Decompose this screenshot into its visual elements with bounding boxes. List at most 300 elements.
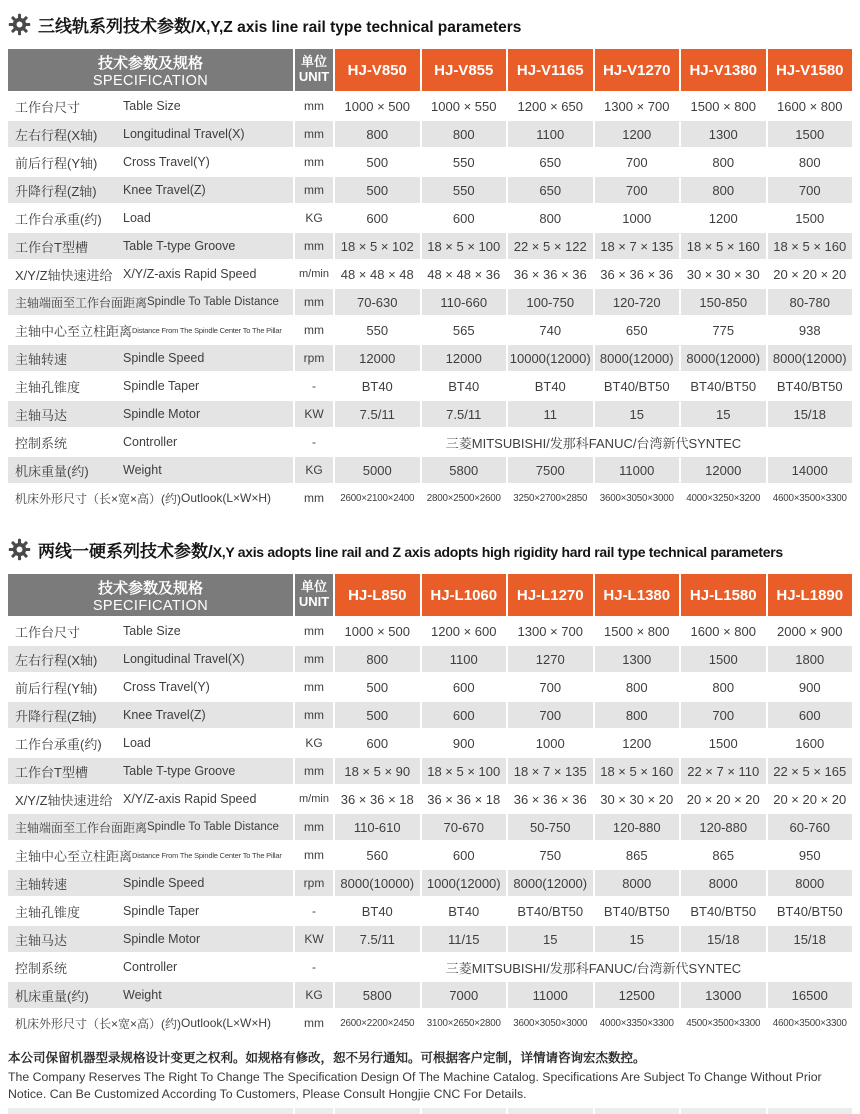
unit-cell: mm [295,758,333,784]
row-label-cell [8,814,293,840]
value-cell: 11 [508,401,593,427]
row-label-cn: 主轴中心至立柱距离 [15,323,133,339]
row-label-cn: 工作台T型槽 [15,239,88,255]
value-cell: 800 [335,646,420,672]
model-header: HJ-V1270 [595,49,680,91]
row-label-cell [8,758,293,784]
row-label-cell [8,177,293,203]
row-label-cell [8,373,293,399]
value-cell: 8000(12000) [768,345,853,371]
row-label-cn: 工作台T型槽 [15,764,88,780]
value-cell: 800 [768,149,853,175]
value-cell: BT40/BT50 [508,898,593,924]
value-cell: BT40 [335,898,420,924]
value-cell: 1500 [681,730,766,756]
value-cell: 100-750 [508,289,593,315]
unit-cell: rpm [295,345,333,371]
value-cell: 600 [422,205,507,231]
cropped-cell [595,1108,680,1114]
value-cell: BT40/BT50 [595,898,680,924]
value-cell: 110-610 [335,814,420,840]
row-label-en: Spindle Taper [123,379,200,393]
value-cell: 22 × 5 × 122 [508,233,593,259]
unit-cell: KG [295,730,333,756]
row-label-cn: 机床重量(约) [15,988,89,1004]
row-label-cell [8,317,293,343]
row-label-cn: 主轴转速 [15,876,68,892]
spec-table-v-series [8,49,852,511]
value-cell: 800 [595,702,680,728]
row-label-cn: 主轴孔锥度 [15,379,81,395]
row-label-en: Outlook(L×W×H) [181,491,272,505]
unit-cell: mm [295,674,333,700]
value-cell: 8000 [768,870,853,896]
value-cell: 700 [768,177,853,203]
row-label-cn: 机床重量(约) [15,463,89,479]
value-cell: 8000(12000) [681,345,766,371]
row-label-cell [8,954,293,980]
value-cell: 11000 [508,982,593,1008]
value-cell: 30 × 30 × 30 [681,261,766,287]
row-label-cn: 主轴马达 [15,407,68,423]
unit-cell: mm [295,842,333,868]
value-cell: 550 [422,177,507,203]
value-cell: 950 [768,842,853,868]
value-cell: 1800 [768,646,853,672]
value-cell: 80-780 [768,289,853,315]
row-label-cell [8,121,293,147]
row-label-cell [8,674,293,700]
cropped-cell [422,1108,507,1114]
value-cell: 650 [508,177,593,203]
unit-cell: mm [295,93,333,119]
value-cell: 110-660 [422,289,507,315]
value-cell: 4600×3500×3300 [768,1010,853,1036]
value-cell: 18 × 5 × 160 [595,758,680,784]
value-cell: BT40/BT50 [768,898,853,924]
value-cell: 1000 × 500 [335,618,420,644]
unit-cell: mm [295,177,333,203]
value-cell: 8000 [595,870,680,896]
value-cell: 800 [681,149,766,175]
value-cell: 20 × 20 × 20 [768,786,853,812]
value-cell: 12000 [681,457,766,483]
row-label-en: Controller [123,435,178,449]
row-label-cn: 控制系统 [15,960,68,976]
row-label-en: Table T-type Groove [123,239,236,253]
row-label-cell [8,289,293,315]
row-label-en: Table Size [123,99,181,113]
spec-header-en: SPECIFICATION [92,72,209,89]
row-label-cell [8,457,293,483]
cropped-cell [681,1108,766,1114]
row-label-cn: 工作台尺寸 [15,99,81,115]
row-label-en: X/Y/Z-axis Rapid Speed [123,267,257,281]
unit-header-cell [295,574,333,616]
footer-note-cn: 本公司保留机器型录规格设计变更之权利。如规格有修改，恕不另行通知。可根据客户定制，详情请咨询宏杰数控。 [8,1051,646,1065]
section-v-title-cn: 三线轨系列技术参数/ [38,17,196,36]
section-v-series [8,12,852,511]
row-label-cell [8,842,293,868]
footer-note-en: The Company Reserves The Right To Change The Specification Design Of The Machine Catalog. Specifications Are Subject To Change Without Prior Notice. Can Be Customized According To Customers, Please Consult Hongjie CNC For Details. [8,1070,822,1101]
value-cell: 36 × 36 × 18 [422,786,507,812]
value-cell: 15 [681,401,766,427]
value-cell: 1200 [595,730,680,756]
row-label-cn: 升降行程(Z轴) [15,183,97,199]
unit-cell: mm [295,485,333,511]
row-label-en: Weight [123,988,162,1002]
value-cell: 18 × 5 × 100 [422,233,507,259]
value-cell: 36 × 36 × 18 [335,786,420,812]
unit-cell: - [295,373,333,399]
unit-cell: - [295,429,333,455]
value-cell: 500 [335,674,420,700]
value-cell: 1000(12000) [422,870,507,896]
value-cell: 1600 [768,730,853,756]
value-cell: 800 [508,205,593,231]
value-cell: 15 [508,926,593,952]
spec-header-cn: 技术参数及规格 [97,54,203,72]
row-label-en: Spindle Speed [123,876,205,890]
unit-cell: mm [295,646,333,672]
value-cell: 1500 [768,205,853,231]
value-cell: 18 × 7 × 135 [595,233,680,259]
value-cell: 70-630 [335,289,420,315]
unit-header-en: UNIT [298,594,330,609]
model-header: HJ-V1165 [508,49,593,91]
row-label-en: Spindle Motor [123,932,201,946]
value-cell: 1200 × 650 [508,93,593,119]
value-cell: 700 [508,674,593,700]
row-label-en: Knee Travel(Z) [123,183,206,197]
gear-icon [8,538,31,561]
section-v-title-bar [8,12,852,37]
value-cell: 3100×2650×2800 [422,1010,507,1036]
spec-header-cell [8,574,293,616]
value-cell: BT40/BT50 [768,373,853,399]
value-cell: 5000 [335,457,420,483]
value-cell: 60-760 [768,814,853,840]
value-cell: 18 × 5 × 90 [335,758,420,784]
value-cell: 10000(12000) [508,345,593,371]
value-cell: BT40/BT50 [681,898,766,924]
value-cell: 1300 [681,121,766,147]
row-label-cn: X/Y/Z轴快速进给 [15,267,113,283]
value-cell: 50-750 [508,814,593,840]
row-label-cn: 前后行程(Y轴) [15,155,98,171]
value-cell: 650 [595,317,680,343]
value-cell: 1500 × 800 [681,93,766,119]
cropped-cell [335,1108,420,1114]
value-cell: 18 × 5 × 100 [422,758,507,784]
value-cell: 1600 × 800 [681,618,766,644]
spec-header-en: SPECIFICATION [92,597,209,614]
unit-header-cell [295,49,333,91]
model-header: HJ-L850 [335,574,420,616]
value-cell: 7000 [422,982,507,1008]
value-cell: 2600×2100×2400 [335,485,420,511]
value-cell: 120-880 [595,814,680,840]
value-cell: 30 × 30 × 20 [595,786,680,812]
row-label-cell [8,786,293,812]
value-cell: 800 [681,177,766,203]
model-header: HJ-L1580 [681,574,766,616]
value-cell: 36 × 36 × 36 [508,261,593,287]
unit-cell: m/min [295,261,333,287]
value-cell: 700 [508,702,593,728]
row-label-cn: 主轴马达 [15,932,68,948]
model-header: HJ-V1380 [681,49,766,91]
row-label-en: Weight [123,463,162,477]
value-cell: 120-880 [681,814,766,840]
unit-cell: mm [295,149,333,175]
row-label-cn: X/Y/Z轴快速进给 [15,792,113,808]
value-cell: 7.5/11 [422,401,507,427]
value-cell: 8000(10000) [335,870,420,896]
value-cell: 775 [681,317,766,343]
cropped-cell [768,1108,853,1114]
value-cell: 15/18 [681,926,766,952]
footer-disclaimer [8,1048,852,1102]
value-cell: 750 [508,842,593,868]
value-cell: 18 × 5 × 160 [681,233,766,259]
value-cell: 15/18 [768,401,853,427]
value-cell: 1000 [508,730,593,756]
cropped-cell [295,1108,333,1114]
unit-cell: KW [295,401,333,427]
value-cell: 22 × 7 × 110 [681,758,766,784]
value-cell: 3600×3050×3000 [595,485,680,511]
row-label-cn: 控制系统 [15,435,68,451]
value-cell: 4000×3250×3200 [681,485,766,511]
section-v-title [38,12,521,37]
value-cell: 1100 [422,646,507,672]
model-header: HJ-L1380 [595,574,680,616]
cropped-cell [508,1108,593,1114]
value-cell: 11/15 [422,926,507,952]
row-label-en: Load [123,736,151,750]
section-l-title [38,537,783,562]
row-label-cn: 工作台承重(约) [15,211,102,227]
value-cell: 700 [595,149,680,175]
value-cell: 550 [335,317,420,343]
value-cell: 1300 × 700 [595,93,680,119]
value-cell: 800 [595,674,680,700]
row-label-cell [8,926,293,952]
value-cell: 938 [768,317,853,343]
value-cell: 4500×3500×3300 [681,1010,766,1036]
value-cell: 7.5/11 [335,401,420,427]
value-cell: 2000 × 900 [768,618,853,644]
value-cell: BT40 [422,898,507,924]
value-cell: 1270 [508,646,593,672]
value-cell: 865 [595,842,680,868]
value-cell: 18 × 7 × 135 [508,758,593,784]
unit-cell: mm [295,317,333,343]
spec-table-l-series [8,574,852,1036]
row-label-cell [8,618,293,644]
row-label-en: Spindle Motor [123,407,201,421]
row-label-en: Outlook(L×W×H) [181,1016,272,1030]
value-cell: 600 [422,842,507,868]
value-cell: 500 [335,149,420,175]
unit-cell: rpm [295,870,333,896]
cropped-cell [8,1108,293,1114]
row-label-en: Cross Travel(Y) [123,155,210,169]
value-cell: 1500 [681,646,766,672]
value-cell: 70-670 [422,814,507,840]
value-cell: 3250×2700×2850 [508,485,593,511]
value-cell: 1000 [595,205,680,231]
unit-cell: mm [295,618,333,644]
unit-header-cn: 单位 [300,579,327,595]
row-label-cn: 左右行程(X轴) [15,652,98,668]
value-cell: 500 [335,177,420,203]
value-cell: 900 [422,730,507,756]
row-label-cell [8,1010,293,1036]
unit-cell: KW [295,926,333,952]
unit-cell: KG [295,457,333,483]
value-cell: 1100 [508,121,593,147]
unit-cell: mm [295,121,333,147]
model-header: HJ-L1270 [508,574,593,616]
section-l-series [8,537,852,1036]
value-cell: 550 [422,149,507,175]
controller-value-cell: 三菱MITSUBISHI/发那科FANUC/台湾新代SYNTEC [335,954,852,980]
row-label-en: Cross Travel(Y) [123,680,210,694]
value-cell: 500 [335,702,420,728]
value-cell: 20 × 20 × 20 [768,261,853,287]
row-label-cell [8,870,293,896]
section-l-title-cn: 两线一硬系列技术参数/ [38,542,213,561]
value-cell: 4000×3350×3300 [595,1010,680,1036]
row-label-cell [8,429,293,455]
value-cell: 11000 [595,457,680,483]
row-label-en: Distance From The Spindle Center To The Pillar [132,325,282,335]
value-cell: 1200 × 600 [422,618,507,644]
unit-cell: mm [295,289,333,315]
value-cell: 14000 [768,457,853,483]
row-label-cell [8,898,293,924]
gear-icon [8,13,31,36]
value-cell: 36 × 36 × 36 [595,261,680,287]
value-cell: 16500 [768,982,853,1008]
value-cell: 7500 [508,457,593,483]
value-cell: 36 × 36 × 36 [508,786,593,812]
row-label-cell [8,702,293,728]
value-cell: 600 [422,674,507,700]
value-cell: 18 × 5 × 102 [335,233,420,259]
value-cell: BT40 [335,373,420,399]
value-cell: 12500 [595,982,680,1008]
row-label-en: Longitudinal Travel(X) [123,652,245,666]
row-label-cell [8,205,293,231]
row-label-cn: 左右行程(X轴) [15,127,98,143]
model-header: HJ-L1890 [768,574,853,616]
unit-cell: m/min [295,786,333,812]
value-cell: 600 [422,702,507,728]
value-cell: 740 [508,317,593,343]
row-label-cell [8,982,293,1008]
row-label-cn: 主轴转速 [15,351,68,367]
spec-header-cell [8,49,293,91]
value-cell: 12000 [422,345,507,371]
section-v-title-en: X,Y,Z axis line rail type technical parameters [195,19,522,36]
row-label-cell [8,485,293,511]
unit-cell: mm [295,814,333,840]
row-label-cell [8,261,293,287]
row-label-cell [8,149,293,175]
unit-cell: - [295,954,333,980]
row-label-en: X/Y/Z-axis Rapid Speed [123,792,257,806]
row-label-cn: 升降行程(Z轴) [15,708,97,724]
value-cell: 865 [681,842,766,868]
value-cell: 1300 × 700 [508,618,593,644]
value-cell: 600 [768,702,853,728]
value-cell: 800 [335,121,420,147]
value-cell: 2800×2500×2600 [422,485,507,511]
row-label-cn: 主轴端面至工作台面距离 [15,820,148,835]
value-cell: 1500 × 800 [595,618,680,644]
value-cell: BT40 [422,373,507,399]
value-cell: 800 [681,674,766,700]
model-header: HJ-V1580 [768,49,853,91]
value-cell: 900 [768,674,853,700]
row-label-cn: 工作台尺寸 [15,624,81,640]
value-cell: 8000 [681,870,766,896]
value-cell: 1000 × 550 [422,93,507,119]
row-label-cn: 前后行程(Y轴) [15,680,98,696]
value-cell: 1300 [595,646,680,672]
value-cell: BT40/BT50 [681,373,766,399]
row-label-cell [8,345,293,371]
value-cell: 48 × 48 × 48 [335,261,420,287]
value-cell: 700 [681,702,766,728]
value-cell: 13000 [681,982,766,1008]
cropped-next-row [8,1108,852,1114]
unit-cell: KG [295,982,333,1008]
model-header: HJ-V850 [335,49,420,91]
row-label-cn: 主轴端面至工作台面距离 [15,295,148,310]
unit-header-cn: 单位 [300,54,327,70]
value-cell: 8000(12000) [595,345,680,371]
value-cell: 1200 [595,121,680,147]
model-header: HJ-V855 [422,49,507,91]
value-cell: 1200 [681,205,766,231]
row-label-cn: 机床外形尺寸（长×宽×高）(约) [15,491,182,506]
row-label-cell [8,233,293,259]
value-cell: 150-850 [681,289,766,315]
spec-header-cn: 技术参数及规格 [97,579,203,597]
unit-cell: mm [295,1010,333,1036]
unit-cell: mm [295,233,333,259]
row-label-cn: 主轴孔锥度 [15,904,81,920]
value-cell: 560 [335,842,420,868]
value-cell: 18 × 5 × 160 [768,233,853,259]
row-label-en: Longitudinal Travel(X) [123,127,245,141]
value-cell: 15 [595,926,680,952]
value-cell: 5800 [422,457,507,483]
value-cell: 600 [335,730,420,756]
row-label-cell [8,401,293,427]
value-cell: 7.5/11 [335,926,420,952]
unit-cell: - [295,898,333,924]
row-label-en: Distance From The Spindle Center To The Pillar [132,850,282,860]
row-label-en: Spindle Speed [123,351,205,365]
value-cell: 15 [595,401,680,427]
row-label-cn: 机床外形尺寸（长×宽×高）(约) [15,1016,182,1031]
controller-value-cell: 三菱MITSUBISHI/发那科FANUC/台湾新代SYNTEC [335,429,852,455]
